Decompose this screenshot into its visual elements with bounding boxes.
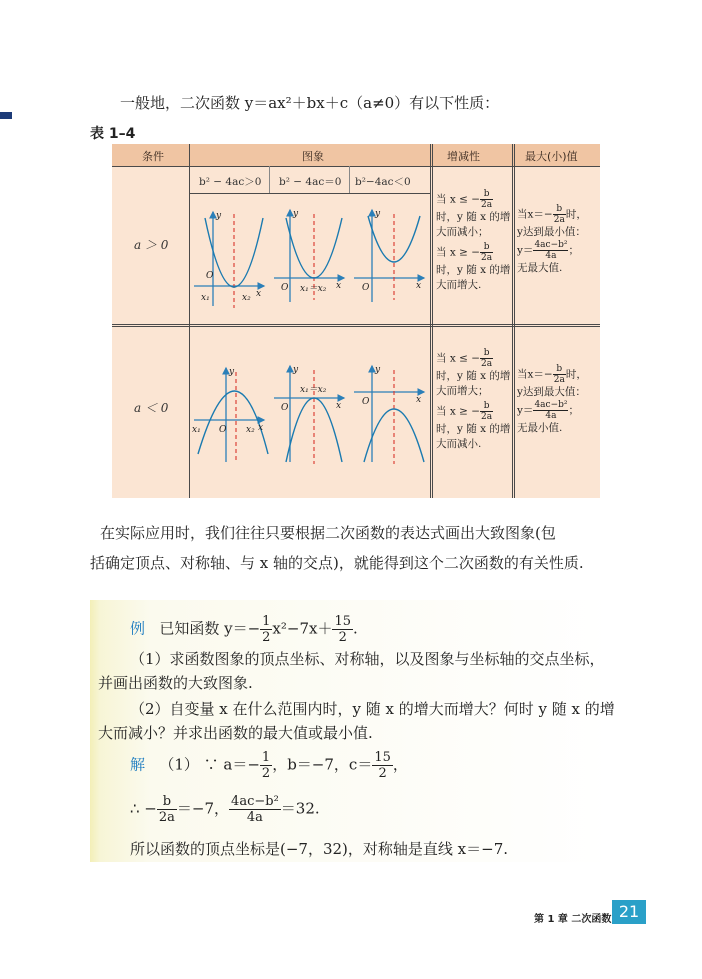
root-label: x₂	[246, 425, 255, 435]
origin-label: O	[281, 403, 289, 413]
condition-a-positive: a ＞ 0	[134, 238, 169, 252]
mono-text: 当 x ≥ −	[436, 405, 481, 418]
question-2-line: （2）自变量 x 在什么范围内时，y 随 x 的增大而增大？何时 y 随 x 的增	[130, 700, 615, 718]
fraction: $\frac{\text{4ac−b²}}{4a}$	[231, 794, 279, 825]
side-marker	[0, 112, 12, 119]
extremum-cell: 当x＝− $\frac{b}{2a}$ 时， y达到最大值： y＝ $\frac{\text{4ac−b²}}{4a}$ ； 无最小值.	[517, 364, 587, 434]
header-condition: 条件	[142, 150, 164, 163]
y-axis-label: y	[229, 367, 235, 377]
mono-text: 大而减小.	[436, 438, 482, 450]
ext-text: 无最小值.	[517, 422, 563, 434]
divider	[432, 144, 433, 498]
origin-label: O	[206, 271, 214, 281]
mono-text: 时，y 随 x 的增	[436, 370, 511, 382]
divider	[512, 144, 513, 498]
condition-a-negative: a ＜ 0	[134, 401, 169, 415]
divider	[349, 166, 350, 193]
solution-label: 解	[130, 755, 146, 774]
ext-text: y＝	[517, 244, 534, 257]
fraction: $\frac{\text{4ac−b²}}{4a}$	[534, 400, 568, 421]
discriminant-positive: b² − 4ac＞0	[199, 176, 262, 188]
root-label: x₂	[242, 293, 251, 303]
fraction: $\frac{b}{2a}$	[553, 204, 565, 225]
question-1-line: 并画出函数的大致图象.	[98, 674, 253, 692]
question-2-line: 大而减小？并求出函数的最大值或最小值.	[98, 724, 373, 742]
mono-text: 时，y 随 x 的增	[436, 423, 511, 435]
paragraph-line: 在实际应用时，我们往往只要根据二次函数的表达式画出大致图象(包	[100, 524, 556, 542]
mono-text: 当 x ≤ −	[436, 193, 481, 206]
ext-text: 时，	[565, 208, 587, 221]
root-label: x₁	[192, 425, 201, 435]
fraction: $\frac{b}{2a}$	[158, 794, 175, 825]
chapter-footer: 第 1 章 二次函数	[534, 914, 612, 925]
header-extremum: 最大(小)值	[525, 150, 578, 163]
y-axis-label: y	[375, 209, 381, 219]
example-box	[90, 600, 615, 862]
extremum-cell: 当x＝− $\frac{b}{2a}$ 时， y达到最小值： y＝ $\frac{\text{4ac−b²}}{4a}$ ； 无最大值.	[517, 204, 587, 274]
ext-text: 时，	[565, 368, 587, 381]
solution-line-2: ∴ − $\frac{b}{2a}$ ＝−7， $\frac{\text{4ac−b²}}{4a}$ ＝32.	[130, 794, 320, 825]
example-statement: 例 已知函数 y＝− $\frac{1}{2}$ x²−7x＋ $\frac{15}{2}$ .	[130, 614, 358, 645]
graph-up-two-roots	[190, 196, 270, 324]
fraction: $\frac{b}{2a}$	[481, 401, 493, 422]
mono-text: 时，y 随 x 的增	[436, 264, 511, 276]
x-axis-label: x	[256, 289, 262, 299]
example-label: 例	[130, 619, 146, 638]
fraction: $\frac{15}{2}$	[374, 750, 391, 781]
y-axis-label: y	[216, 211, 222, 221]
y-axis-label: y	[375, 365, 381, 375]
solution-conclusion: 所以函数的顶点坐标是(−7，32)，对称轴是直线 x＝−7.	[130, 840, 509, 858]
fraction: $\frac{\text{4ac−b²}}{4a}$	[534, 240, 568, 261]
y-axis-label: y	[293, 209, 299, 219]
ext-text: y达到最大值：	[517, 386, 586, 398]
x-axis-label: x	[416, 395, 422, 405]
graph-up-one-root	[270, 196, 350, 324]
divider	[112, 326, 600, 327]
mono-text: 当 x ≤ −	[436, 352, 481, 365]
origin-label: O	[281, 283, 289, 293]
fraction: $\frac{15}{2}$	[334, 614, 352, 645]
discriminant-negative: b²−4ac＜0	[355, 176, 411, 188]
origin-label: O	[362, 397, 370, 407]
properties-table	[112, 144, 600, 498]
mono-text: 大而增大；	[436, 385, 489, 397]
solution-line-1: 解 （1） ∵ a＝− $\frac{1}{2}$ ，b＝−7，c＝ $\frac{15}{2}$ ，	[130, 750, 408, 781]
divider	[112, 324, 600, 325]
ext-text: 当x＝−	[517, 208, 553, 221]
ext-text: y＝	[517, 404, 534, 417]
graph-down-one-root	[270, 358, 350, 482]
origin-label: O	[362, 283, 370, 293]
fraction: $\frac{b}{2a}$	[481, 189, 493, 210]
double-root-label: x₁＝x₂	[300, 284, 327, 294]
fraction: $\frac{b}{2a}$	[481, 242, 493, 263]
mono-cell	[436, 189, 510, 293]
x-axis-label: x	[258, 423, 264, 433]
graph-down-two-roots	[190, 358, 270, 482]
divider	[269, 166, 270, 193]
fraction: $\frac{b}{2a}$	[553, 364, 565, 385]
question-1-line: （1）求函数图象的顶点坐标、对称轴，以及图象与坐标轴的交点坐标，	[130, 650, 605, 668]
table-title: 表 1–4	[90, 126, 136, 142]
page-number: 21	[612, 900, 646, 924]
double-root-label: x₁＝x₂	[300, 385, 327, 395]
graph-down-no-root	[350, 358, 430, 482]
header-graph: 图象	[302, 150, 324, 163]
mono-text: 大而增大.	[436, 279, 482, 291]
header-monotonicity: 增减性	[447, 150, 480, 163]
x-axis-label: x	[416, 281, 422, 291]
ext-text: 当x＝−	[517, 368, 553, 381]
discriminant-zero: b² − 4ac＝0	[279, 176, 342, 188]
origin-label: O	[219, 425, 227, 435]
divider	[514, 144, 515, 498]
divider	[430, 144, 431, 498]
intro-text: 一般地，二次函数 y＝ax²＋bx＋c（a≠0）有以下性质：	[120, 94, 500, 112]
graph-up-no-root	[350, 196, 430, 324]
y-axis-label: y	[293, 365, 299, 375]
mono-cell	[436, 348, 510, 452]
x-axis-label: x	[336, 281, 342, 291]
paragraph-line: 括确定顶点、对称轴、与 x 轴的交点)，就能得到这个二次函数的有关性质.	[90, 554, 584, 572]
x-axis-label: x	[336, 401, 342, 411]
mono-text: 当 x ≥ −	[436, 246, 481, 259]
mono-text: 时，y 随 x 的增	[436, 211, 511, 223]
divider	[189, 193, 430, 194]
fraction: $\frac{b}{2a}$	[481, 348, 493, 369]
root-label: x₁	[201, 293, 210, 303]
mono-text: 大而减小；	[436, 226, 489, 238]
fraction: $\frac{1}{2}$	[262, 614, 271, 645]
ext-text: y达到最小值：	[517, 226, 586, 238]
ext-text: 无最大值.	[517, 262, 563, 274]
fraction: $\frac{1}{2}$	[261, 750, 271, 781]
divider	[112, 166, 600, 167]
